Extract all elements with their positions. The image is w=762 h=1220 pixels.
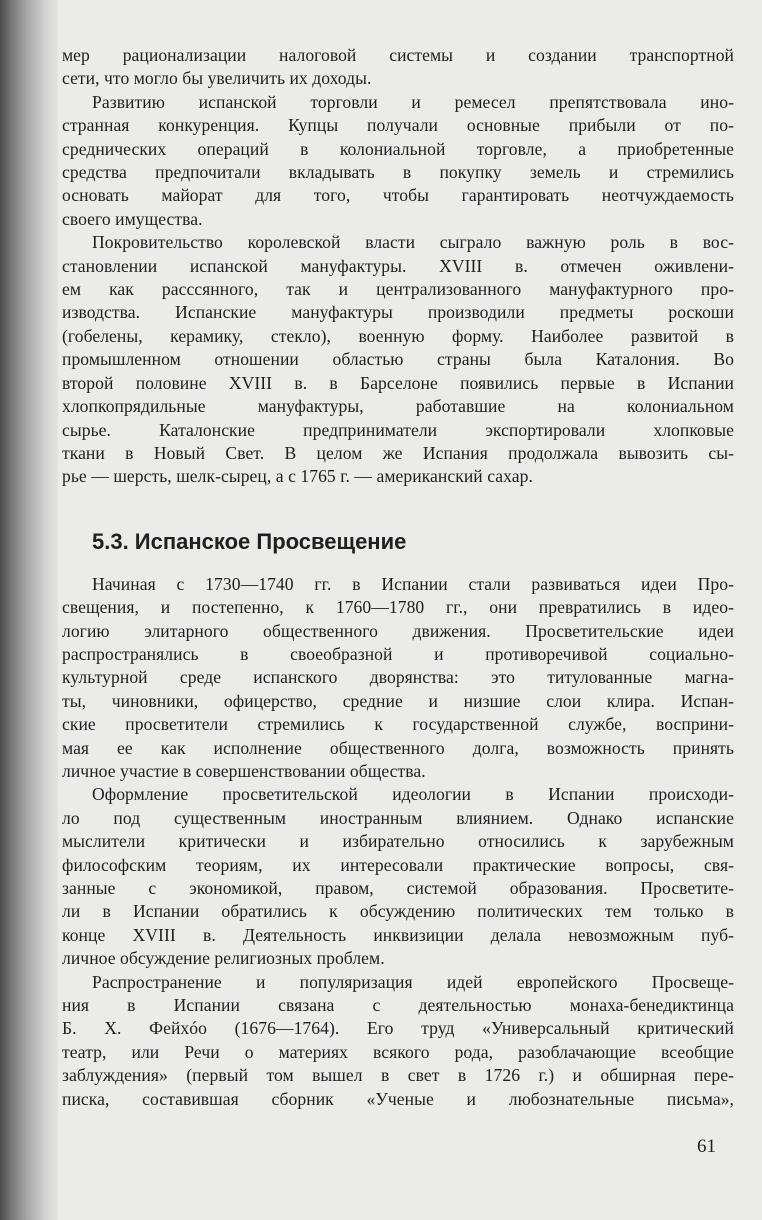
text-line: ские просветители стремились к государственной службе, восприни- — [62, 714, 734, 735]
text-line: ем как расссянного, так и централизованного мануфактурного про- — [62, 279, 734, 300]
text-line: ты, чиновники, офицерство, средние и низшие слои клира. Испан- — [62, 690, 734, 711]
text-line: логию элитарного общественного движения. Просветительские идеи — [62, 620, 734, 641]
paragraph-5 — [62, 783, 734, 970]
text-line: мыслители критически и избирательно относились к зарубежным — [62, 831, 734, 852]
text-line: (гобелены, керамику, стекло), военную форму. Наиболее развитой в — [62, 325, 734, 346]
text-line: ло под существенным иностранным влиянием. Однако испанские — [62, 807, 734, 828]
paragraph-4 — [62, 573, 734, 784]
text-line: средства предпочитали вкладывать в покупку земель и стремились — [62, 162, 734, 183]
text-line: странная конкуренция. Купцы получали основные прибыли от по- — [62, 115, 734, 136]
text-line: Оформление просветительской идеологии в Испании происходи- — [92, 784, 734, 805]
section-heading: 5.3. Испанское Просвещение — [92, 528, 407, 554]
text-line: мер рационализации налоговой системы и создании транспортной — [62, 45, 734, 65]
text-line: своего имущества. — [62, 208, 203, 229]
text-line: хлопкопрядильные мануфактуры, работавшие на колониальном — [62, 396, 734, 417]
text-line: ния в Испании связана с деятельностью монаха-бенедиктинца — [62, 995, 734, 1016]
text-line: заблуждения» (первый том вышел в свет в 1726 г.) и обширная пере- — [62, 1065, 734, 1086]
text-line: ткани в Новый Свет. В целом же Испания продолжала вывозить сы- — [62, 442, 734, 463]
text-line: Развитию испанской торговли и ремесел препятствовала ино- — [92, 91, 734, 112]
text-line: становлении испанской мануфактуры. XVIII в. отмечен оживлени- — [62, 255, 734, 276]
text-line: среднических операций в колониальной торговле, а приобретенные — [62, 138, 734, 159]
text-line: конце XVIII в. Деятельность инквизиции делала невозможным пуб- — [62, 924, 734, 945]
text-line: писка, составившая сборник «Ученые и любознательные письма», — [62, 1088, 734, 1109]
text-line: философским теориям, их интересовали практические вопросы, свя- — [62, 854, 734, 875]
text-line: ли в Испании обратились к обсуждению политических тем только в — [62, 901, 734, 922]
paragraph-3 — [62, 231, 734, 488]
text-line: Начиная с 1730—1740 гг. в Испании стали развиваться идеи Про- — [92, 573, 734, 594]
text-line: второй половине XVIII в. в Барселоне появились первые в Испании — [62, 372, 734, 393]
text-line: театр, или Речи о материях всякого рода, разоблачающие всеобщие — [62, 1041, 734, 1062]
book-page — [62, 28, 734, 1111]
text-line: Покровительство королевской власти сыграло важную роль в вос- — [92, 232, 734, 253]
text-line: Б. Х. Фейхóо (1676—1764). Его труд «Универсальный критический — [62, 1018, 734, 1039]
text-line: личное обсуждение религиозных проблем. — [62, 948, 385, 969]
page-number: 61 — [697, 1136, 716, 1157]
text-line: основать майорат для того, чтобы гарантировать неотчуждаемость — [62, 185, 734, 206]
text-line: Распространение и популяризация идей европейского Просвеще- — [92, 971, 734, 992]
text-line: рье — шерсть, шелк-сырец, а с 1765 г. — американский сахар. — [62, 466, 533, 487]
text-line: культурной среде испанского дворянства: это титулованные магна- — [62, 667, 734, 688]
text-line: распространялись в своеобразной и противоречивой социально- — [62, 643, 734, 664]
text-line: изводства. Испанские мануфактуры производили предметы роскоши — [62, 302, 734, 323]
text-line: сырье. Каталонские предприниматели экспортировали хлопковые — [62, 419, 734, 440]
text-line: сети, что могло бы увеличить их доходы. — [62, 68, 372, 89]
book-spine-shadow — [0, 0, 58, 1220]
text-line: промышленном отношении областью страны была Каталония. Во — [62, 349, 734, 370]
text-line: занные с экономикой, правом, системой образования. Просветите- — [62, 878, 734, 898]
text-line: мая ее как исполнение общественного долга, возможность принять — [62, 737, 734, 758]
paragraph-6 — [62, 971, 734, 1111]
paragraph-2 — [62, 91, 734, 231]
text-line: свещения, и постепенно, к 1760—1780 гг., они превратились в идео- — [62, 597, 734, 618]
paragraph-1 — [62, 44, 734, 91]
text-line: личное участие в совершенствовании общества. — [62, 760, 426, 781]
